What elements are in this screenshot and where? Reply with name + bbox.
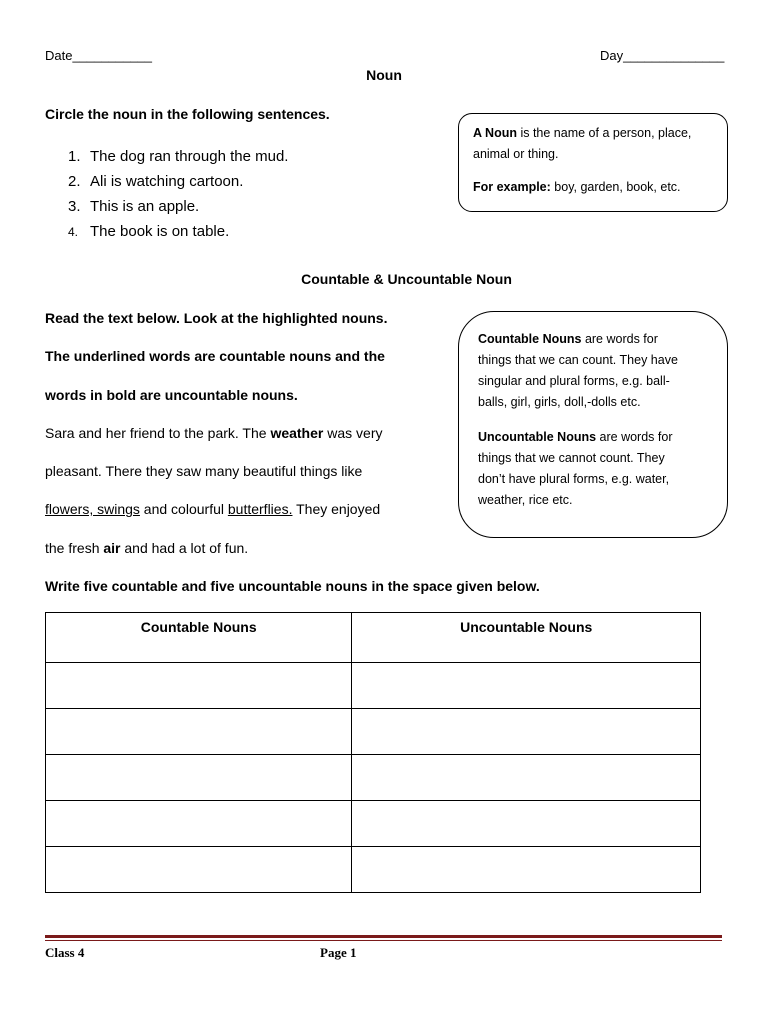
column-header-uncountable: Uncountable Nouns (352, 613, 701, 663)
table-row (46, 709, 701, 755)
footer-page-number: Page 1 (320, 945, 357, 960)
countable-def-line-2: things that we can count. They have (478, 353, 678, 367)
countable-answer-cell[interactable] (46, 663, 352, 709)
list-text: The book is on table. (90, 223, 230, 240)
countable-def-line-1 (478, 329, 727, 350)
passage-line-3 (45, 501, 380, 517)
list-number: 1. (68, 148, 81, 165)
table-row (46, 847, 701, 893)
day-field: Day______________ (600, 48, 725, 63)
noun-term: A Noun (473, 126, 517, 140)
uncountable-noun-weather: weather (270, 425, 324, 441)
read-instruction-3: words in bold are uncountable nouns. (45, 387, 298, 403)
list-text: The dog ran through the mud. (90, 148, 289, 165)
list-item (68, 144, 288, 169)
countable-term: Countable Nouns (478, 332, 582, 346)
date-field: Date___________ (45, 48, 152, 63)
uncountable-answer-cell[interactable] (352, 847, 701, 893)
table-row (46, 755, 701, 801)
passage-line-4 (45, 540, 248, 556)
list-number: 2. (68, 173, 81, 190)
page-title: Noun (366, 67, 402, 83)
noun-definition-text-2: animal or thing. (473, 147, 559, 161)
countable-def-text: are words for (581, 332, 658, 346)
write-instruction: Write five countable and five uncountable nouns in the space given below. (45, 578, 540, 594)
table-row (46, 801, 701, 847)
footer-rule-thin (45, 940, 722, 941)
footer-class: Class 4 (45, 945, 85, 960)
uncountable-noun-air: air (103, 540, 121, 556)
nouns-table (45, 612, 701, 893)
example-label: For example: (473, 180, 551, 194)
uncountable-answer-cell[interactable] (352, 663, 701, 709)
uncountable-answer-cell[interactable] (352, 801, 701, 847)
countable-definition-box (458, 311, 728, 538)
uncountable-def-line-1 (478, 427, 727, 448)
section-title-countable: Countable & Uncountable Noun (301, 271, 512, 287)
example-text: boy, garden, book, etc. (550, 180, 681, 194)
uncountable-def-text: are words for (596, 430, 673, 444)
countable-noun-butterflies: butterflies. (227, 501, 293, 517)
passage-text: the fresh (45, 540, 104, 556)
countable-answer-cell[interactable] (46, 709, 352, 755)
uncountable-answer-cell[interactable] (352, 755, 701, 801)
footer-rule-thick (45, 935, 722, 938)
uncountable-def-line-4: weather, rice etc. (478, 493, 573, 507)
list-text: This is an apple. (90, 198, 200, 215)
column-header-countable: Countable Nouns (46, 613, 352, 663)
list-number: 3. (68, 198, 81, 215)
noun-example-line (473, 177, 727, 198)
countable-answer-cell[interactable] (46, 847, 352, 893)
countable-def-line-4: balls, girl, girls, doll,-dolls etc. (478, 395, 641, 409)
countable-answer-cell[interactable] (46, 755, 352, 801)
list-item (68, 169, 288, 194)
list-text: Ali is watching cartoon. (90, 173, 244, 190)
sentence-list (68, 144, 288, 245)
table-row (46, 663, 701, 709)
list-number: 4. (68, 225, 79, 239)
passage-text: Sara and her friend to the park. The (45, 425, 271, 441)
countable-nouns-flowers-swings: flowers, swings (45, 501, 140, 517)
noun-definition-text: is the name of a person, place, (516, 126, 692, 140)
passage-line-2: pleasant. There they saw many beautiful things like (45, 463, 363, 479)
noun-definition-box (458, 113, 728, 212)
uncountable-def-line-3: don’t have plural forms, e.g. water, (478, 472, 670, 486)
passage-text: was very (323, 425, 383, 441)
passage-line-1 (45, 425, 382, 441)
read-instruction-1: Read the text below. Look at the highlighted nouns. (45, 310, 388, 326)
countable-answer-cell[interactable] (46, 801, 352, 847)
uncountable-answer-cell[interactable] (352, 709, 701, 755)
list-item (68, 194, 288, 219)
passage-text: They enjoyed (292, 501, 381, 517)
circle-instruction: Circle the noun in the following sentences. (45, 106, 330, 122)
uncountable-term: Uncountable Nouns (478, 430, 597, 444)
countable-def-line-3: singular and plural forms, e.g. ball- (478, 374, 670, 388)
noun-definition-line (473, 123, 727, 144)
uncountable-def-line-2: things that we cannot count. They (478, 451, 665, 465)
passage-text: and had a lot of fun. (120, 540, 249, 556)
table-header-row (46, 613, 701, 663)
passage-text: and colourful (139, 501, 228, 517)
list-item (68, 219, 288, 245)
read-instruction-2: The underlined words are countable nouns and the (45, 348, 385, 364)
